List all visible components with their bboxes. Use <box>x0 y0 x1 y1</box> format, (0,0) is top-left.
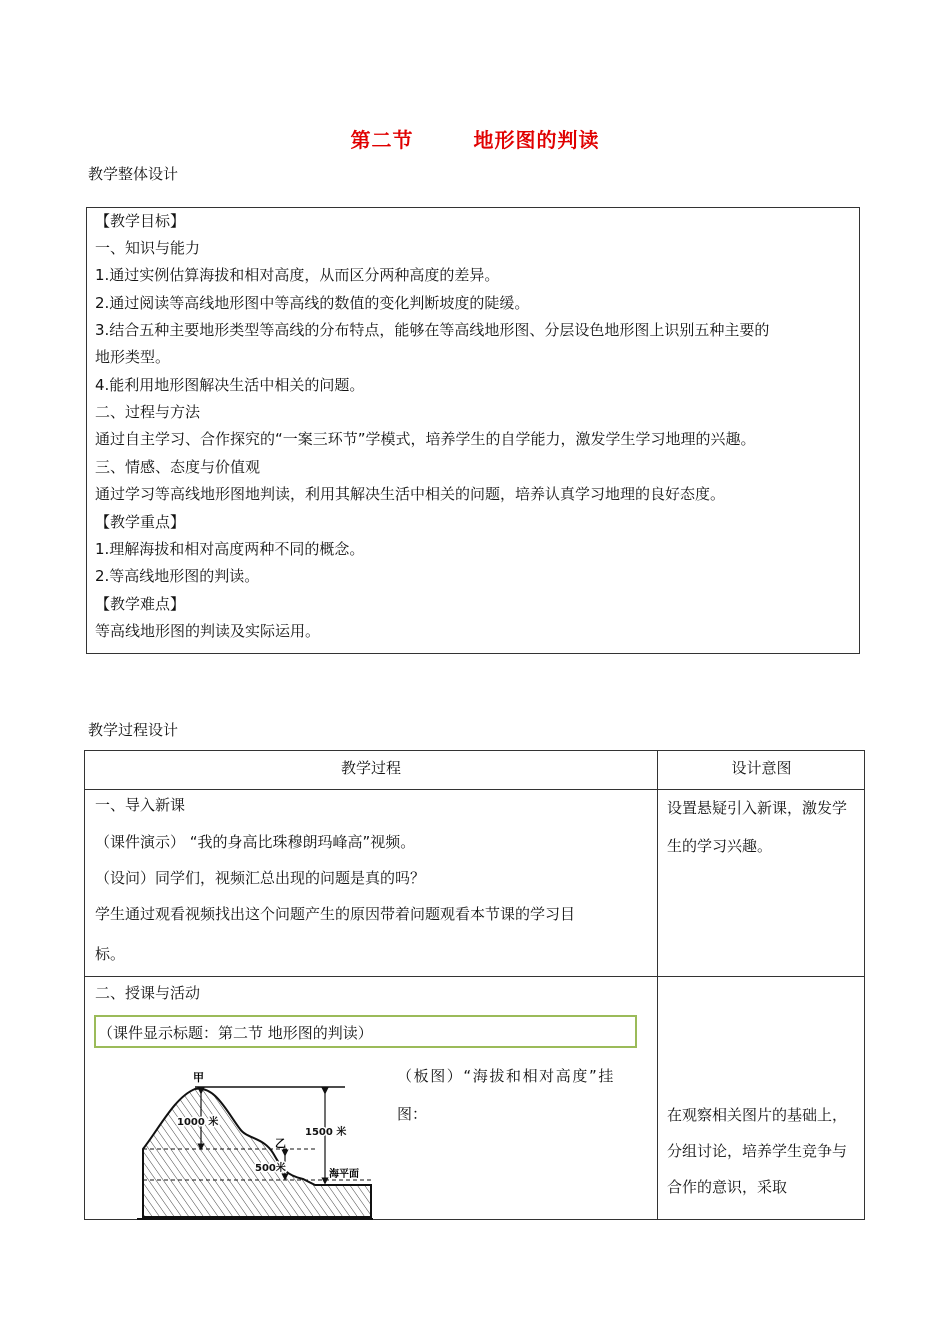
objectives-line: 一、知识与能力 <box>95 239 201 257</box>
objectives-line: 2.等高线地形图的判读。 <box>95 567 260 585</box>
row2-intent: 在观察相关图片的基础上，分组讨论，培养学生竞争与合作的意识，采取 <box>667 1106 848 1196</box>
objectives-line: 1.通过实例估算海拔和相对高度，从而区分两种高度的差异。 <box>95 266 500 284</box>
row1-line: （课件演示） “我的身高比珠穆朗玛峰高”视频。 <box>95 833 416 851</box>
objectives-line: 4.能利用地形图解决生活中相关的问题。 <box>95 376 365 394</box>
altitude-diagram <box>135 1067 375 1221</box>
overall-design-label: 教学整体设计 <box>88 165 179 183</box>
title-section: 第二节 <box>350 128 414 152</box>
peak-b-label: 乙 <box>275 1137 286 1150</box>
height-1000-label: 1000 米 <box>177 1117 219 1128</box>
row1-line: 标。 <box>95 945 126 963</box>
objectives-line: 等高线地形图的判读及实际运用。 <box>95 622 321 640</box>
objectives-line: 【教学目标】 <box>95 212 186 230</box>
objectives-line: 地形类型。 <box>95 348 171 366</box>
slide-title-callout: （课件显示标题：第二节 地形图的判读） <box>94 1015 637 1048</box>
row1-line: 一、导入新课 <box>95 796 186 814</box>
objectives-line: 通过学习等高线地形图地判读，利用其解决生活中相关的问题，培养认真学习地理的良好态度。 <box>95 485 726 503</box>
objectives-line: 1.理解海拔和相对高度两种不同的概念。 <box>95 540 365 558</box>
peak-a-label: 甲 <box>193 1071 204 1084</box>
height-500-label: 500米 <box>255 1163 286 1174</box>
objectives-line: 通过自主学习、合作探究的“一案三环节”学模式，培养学生的自学能力，激发学生学习地理的兴趣。 <box>95 430 756 448</box>
objectives-line: 二、过程与方法 <box>95 403 201 421</box>
title-topic: 地形图的判读 <box>473 128 600 152</box>
page-title <box>0 124 950 153</box>
sea-level-label: 海平面 <box>329 1169 359 1180</box>
objectives-line: 三、情感、态度与价值观 <box>95 458 261 476</box>
process-design-label: 教学过程设计 <box>88 721 179 739</box>
row1-intent: 设置悬疑引入新课，激发学生的学习兴趣。 <box>667 799 848 855</box>
row1-line: 学生通过观看视频找出这个问题产生的原因带着问题观看本节课的学习目 <box>95 905 576 923</box>
header-process: 教学过程 <box>340 759 401 777</box>
header-intent: 设计意图 <box>731 759 792 777</box>
objectives-box <box>86 207 860 654</box>
process-table <box>84 750 865 1220</box>
terrain-shape <box>143 1089 371 1217</box>
board-text-line2: 图： <box>397 1105 428 1123</box>
height-1500-label: 1500 米 <box>305 1127 347 1138</box>
board-text-line1: （板图）“海拔和相对高度”挂 <box>397 1067 615 1085</box>
row2-heading: 二、授课与活动 <box>95 984 201 1002</box>
objectives-line: 3.结合五种主要地形类型等高线的分布特点，能够在等高线地形图、分层设色地形图上识别五种主要的 <box>95 321 770 339</box>
objectives-line: 【教学难点】 <box>95 595 186 613</box>
objectives-line: 【教学重点】 <box>95 513 186 531</box>
objectives-line: 2.通过阅读等高线地形图中等高线的数值的变化判断坡度的陡缓。 <box>95 294 530 312</box>
row1-line: （设问）同学们，视频汇总出现的问题是真的吗？ <box>95 869 426 887</box>
